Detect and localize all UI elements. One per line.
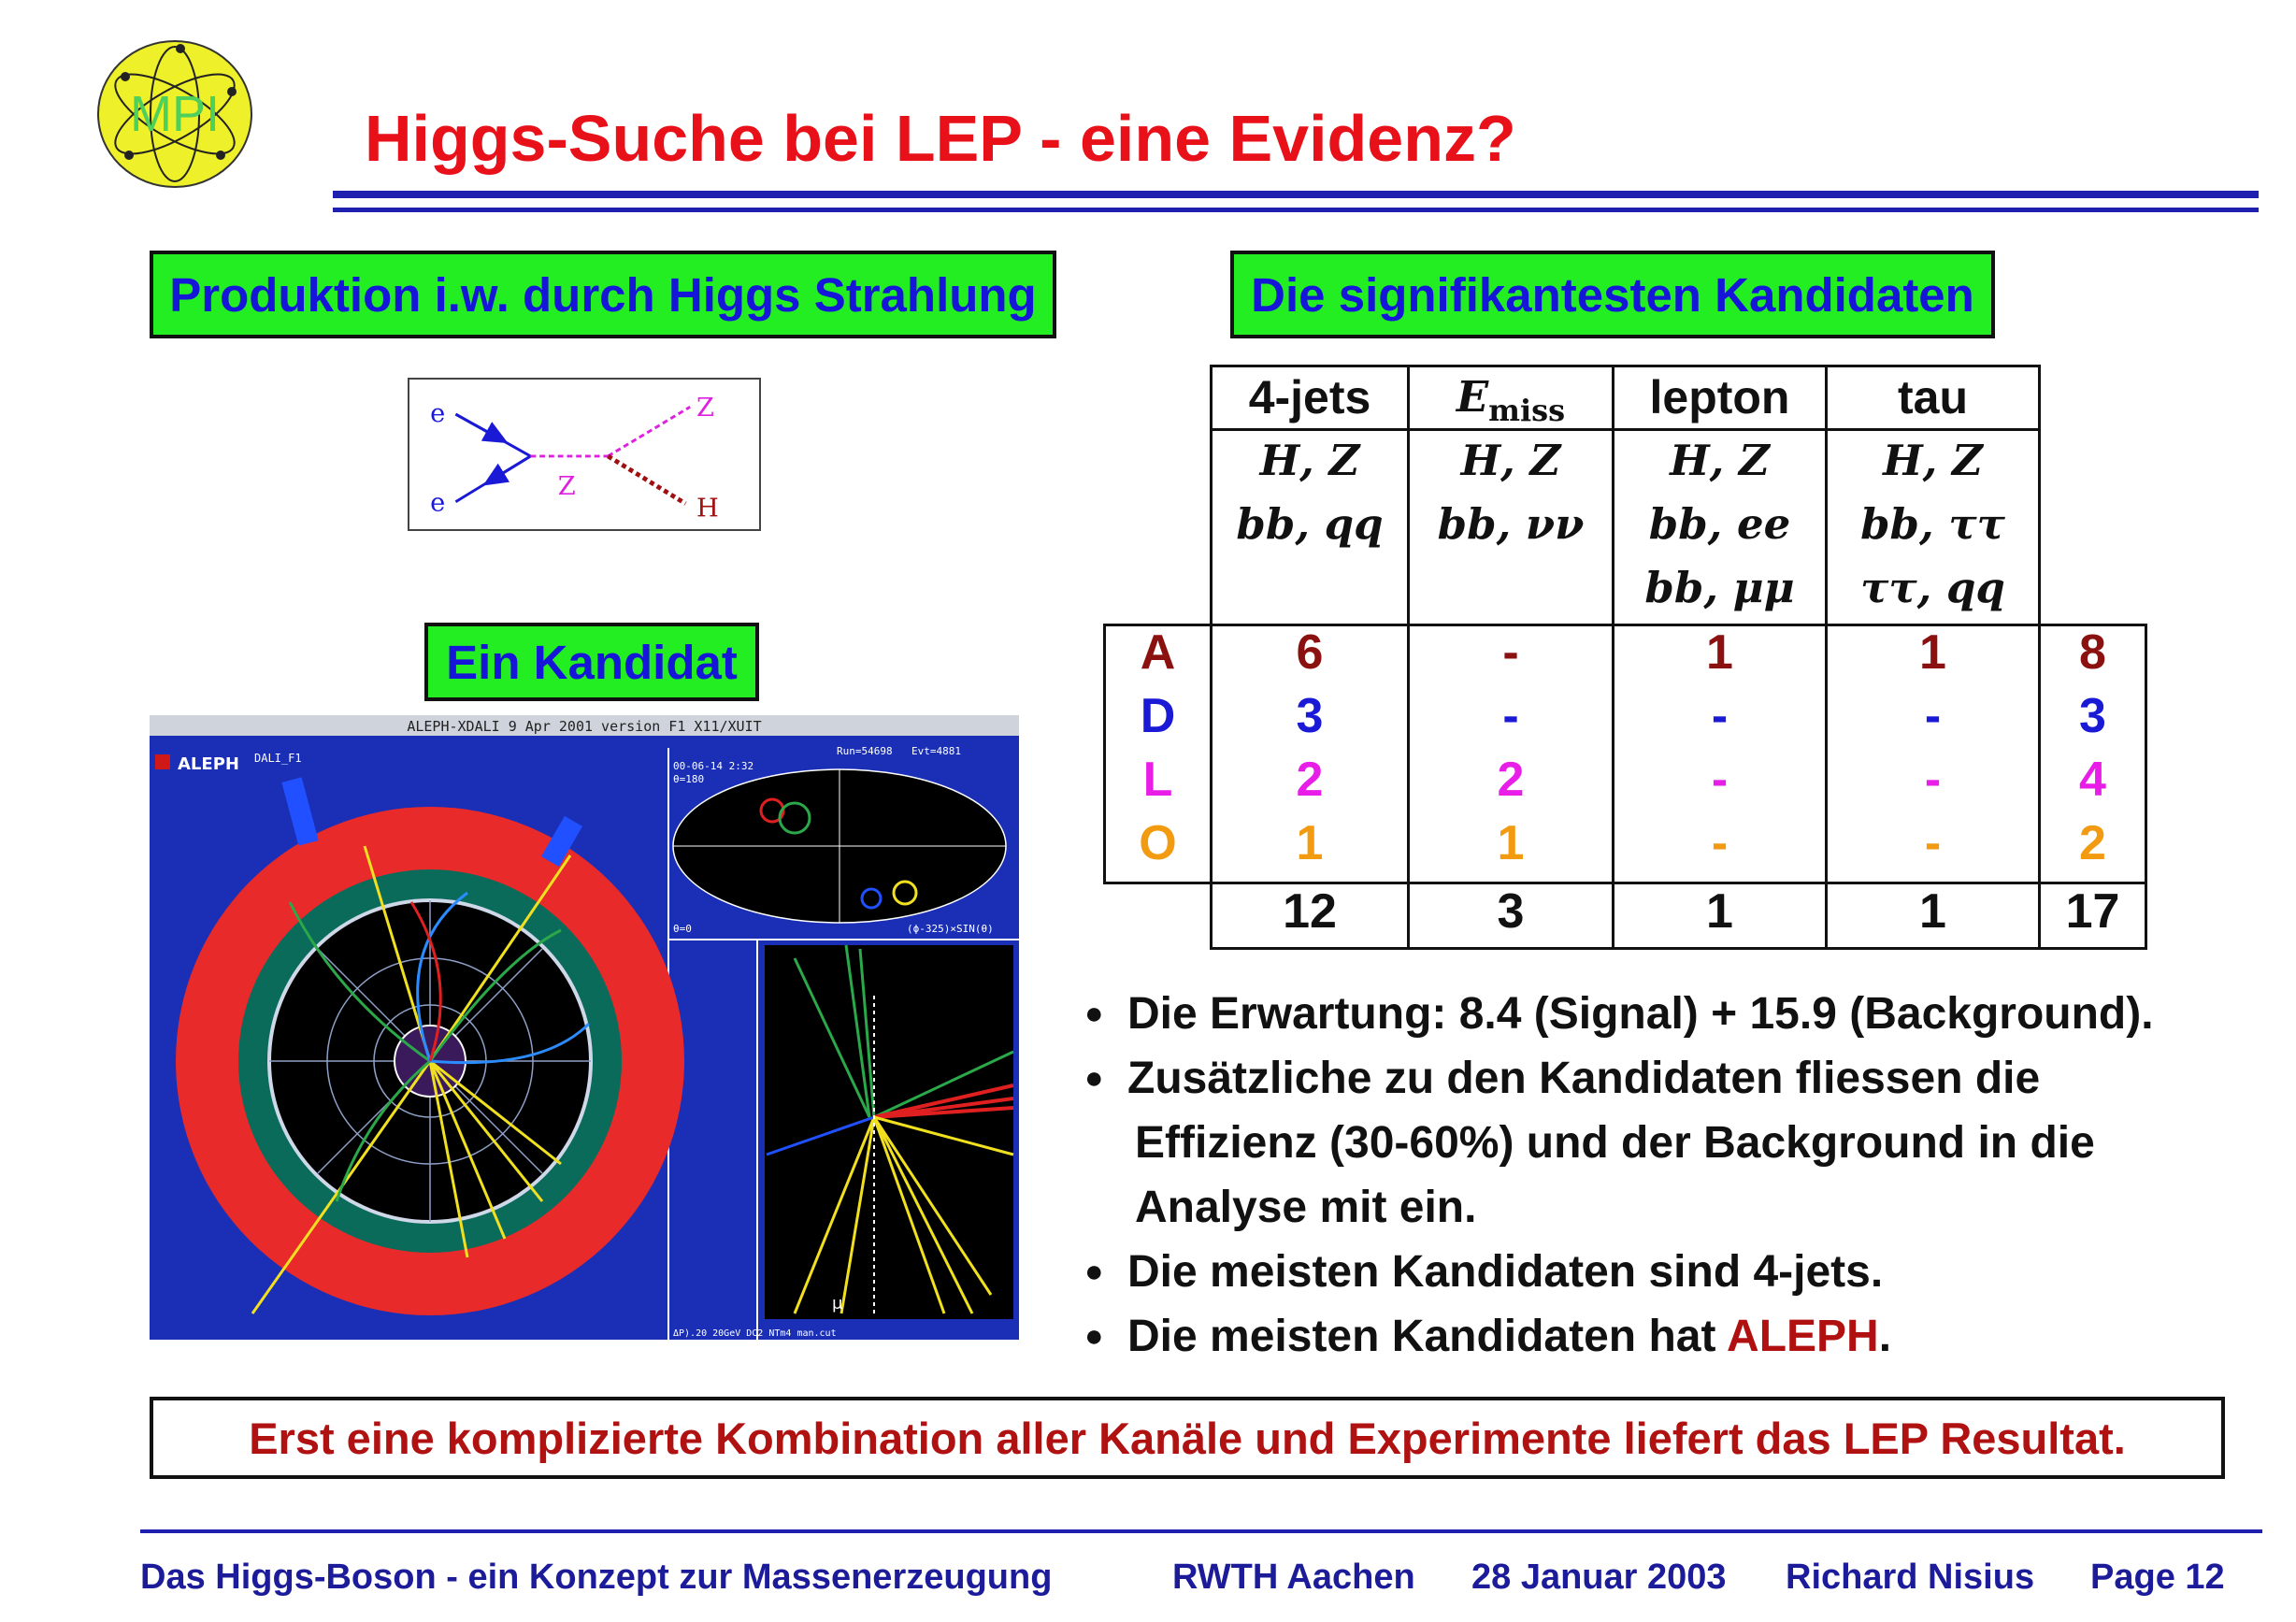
cell-l-tau: - <box>1924 753 1942 807</box>
cell-d-total: 3 <box>2079 689 2106 743</box>
channel-lepton-2: bb, ee <box>1648 499 1791 549</box>
cell-l-emiss: 2 <box>1497 753 1525 807</box>
cell-d-tau: - <box>1924 689 1942 743</box>
bullet-aleph-text: Die meisten Kandidaten hat <box>1127 1312 1716 1361</box>
exp-label-a: A <box>1140 625 1176 680</box>
total-emiss: 3 <box>1497 884 1525 939</box>
footer-author: Richard Nisius <box>1786 1557 2035 1597</box>
candidates-box: Die signifikantesten Kandidaten <box>1230 251 1995 338</box>
channel-tau-2: bb, ττ <box>1860 499 2005 549</box>
header-emiss-base: E <box>1456 372 1489 422</box>
bullet-additional-line3: Analyse mit ein. <box>1135 1183 1477 1232</box>
cell-o-4jets: 1 <box>1296 816 1324 870</box>
cell-l-total: 4 <box>2079 753 2106 807</box>
event-window-title: ALEPH-XDALI 9 Apr 2001 version F1 X11/XUIT <box>407 718 762 735</box>
cell-a-4jets: 6 <box>1296 625 1324 680</box>
title-rule-bottom <box>333 208 2259 212</box>
header-lepton: lepton <box>1649 371 1790 423</box>
footer-talk: Das Higgs-Boson - ein Konzept zur Massenerzeugung <box>140 1557 1053 1597</box>
event-mu: μ <box>832 1294 843 1313</box>
page-title: Higgs-Suche bei LEP - eine Evidenz? <box>365 102 1516 175</box>
footer-page: Page 12 <box>2090 1557 2225 1597</box>
header-emiss-sub: miss <box>1488 393 1566 428</box>
cell-o-tau: - <box>1924 816 1942 870</box>
feynman-diagram <box>408 378 761 531</box>
mpi-logo <box>92 36 258 193</box>
channel-tau-1: H, Z <box>1883 436 1983 485</box>
production-box: Produktion i.w. durch Higgs Strahlung <box>150 251 1056 338</box>
cell-a-emiss: - <box>1502 625 1519 680</box>
bullet-aleph-name: ALEPH <box>1727 1312 1879 1361</box>
event-theta0: θ=0 <box>673 923 692 935</box>
total-all: 17 <box>2065 884 2120 939</box>
channel-4jets-2: bb, qq <box>1236 499 1384 549</box>
header-tau: tau <box>1898 371 1968 423</box>
event-projection: (ϕ-325)×SIN(θ) <box>907 923 994 935</box>
header-4jets: 4-jets <box>1248 371 1371 423</box>
bullet-additional-line2: Effizienz (30-60%) und der Background in die <box>1135 1118 2095 1168</box>
total-4jets: 12 <box>1283 884 1337 939</box>
event-footer: ΔP).20 20GeV DC2 NTm4 man.cut <box>673 1328 837 1339</box>
cell-a-lepton: 1 <box>1706 625 1733 680</box>
cell-d-lepton: - <box>1711 689 1729 743</box>
cell-o-lepton: - <box>1711 816 1729 870</box>
aleph-event-display <box>150 715 1019 1340</box>
event-experiment: ALEPH <box>178 754 239 774</box>
cell-a-tau: 1 <box>1919 625 1946 680</box>
header-emiss <box>1410 372 1612 428</box>
conclusion-box: Erst eine komplizierte Kombination aller Kanäle und Experimente liefert das LEP Resultat. <box>150 1397 2225 1479</box>
exp-label-o: O <box>1139 816 1177 870</box>
channel-lepton-1: H, Z <box>1670 436 1770 485</box>
exp-label-d: D <box>1140 689 1176 743</box>
bullet-list <box>1084 982 2262 1369</box>
channel-emiss-2: bb, νν <box>1437 499 1585 549</box>
event-date: 00-06-14 2:32 <box>673 760 754 772</box>
logo-text: MPI <box>129 86 221 142</box>
channel-tau-3: ττ, qq <box>1860 563 2005 612</box>
cell-d-4jets: 3 <box>1296 689 1324 743</box>
footer-place: RWTH Aachen <box>1172 1557 1415 1597</box>
diagram-label-h: H <box>696 494 719 524</box>
channel-4jets-1: H, Z <box>1259 436 1360 485</box>
exp-label-l: L <box>1142 753 1173 807</box>
cell-o-total: 2 <box>2079 816 2106 870</box>
total-lepton: 1 <box>1706 884 1733 939</box>
bullet-aleph: ● Die meisten Kandidaten hat ALEPH. <box>1084 1304 2262 1369</box>
event-run: Run=54698 <box>837 745 893 757</box>
channel-emiss-1: H, Z <box>1460 436 1561 485</box>
channel-lepton-3: bb, μμ <box>1644 563 1795 612</box>
footer-rule <box>140 1529 2262 1533</box>
diagram-label-z-out: Z <box>696 394 714 423</box>
diagram-label-e1: e <box>430 398 446 428</box>
cell-a-total: 8 <box>2079 625 2106 680</box>
bullet-expectation: ● Die Erwartung: 8.4 (Signal) + 15.9 (Background). <box>1084 982 2262 1046</box>
footer-date: 28 Januar 2003 <box>1471 1557 1727 1597</box>
bullet-additional: ● Zusätzliche zu den Kandidaten fliessen die <box>1084 1046 2262 1111</box>
cell-l-4jets: 2 <box>1296 753 1324 807</box>
title-rule-top <box>333 191 2259 198</box>
cell-l-lepton: - <box>1711 753 1729 807</box>
total-tau: 1 <box>1919 884 1946 939</box>
diagram-label-e2: e <box>430 488 446 518</box>
event-evt: Evt=4881 <box>911 745 961 757</box>
candidate-box: Ein Kandidat <box>424 623 759 701</box>
bullet-4jets: ● Die meisten Kandidaten sind 4-jets. <box>1084 1240 2262 1304</box>
event-theta: θ=180 <box>673 773 705 785</box>
cell-o-emiss: 1 <box>1497 816 1525 870</box>
diagram-label-z-prop: Z <box>557 471 576 501</box>
event-view: DALI_F1 <box>254 752 302 765</box>
cell-d-emiss: - <box>1502 689 1519 743</box>
